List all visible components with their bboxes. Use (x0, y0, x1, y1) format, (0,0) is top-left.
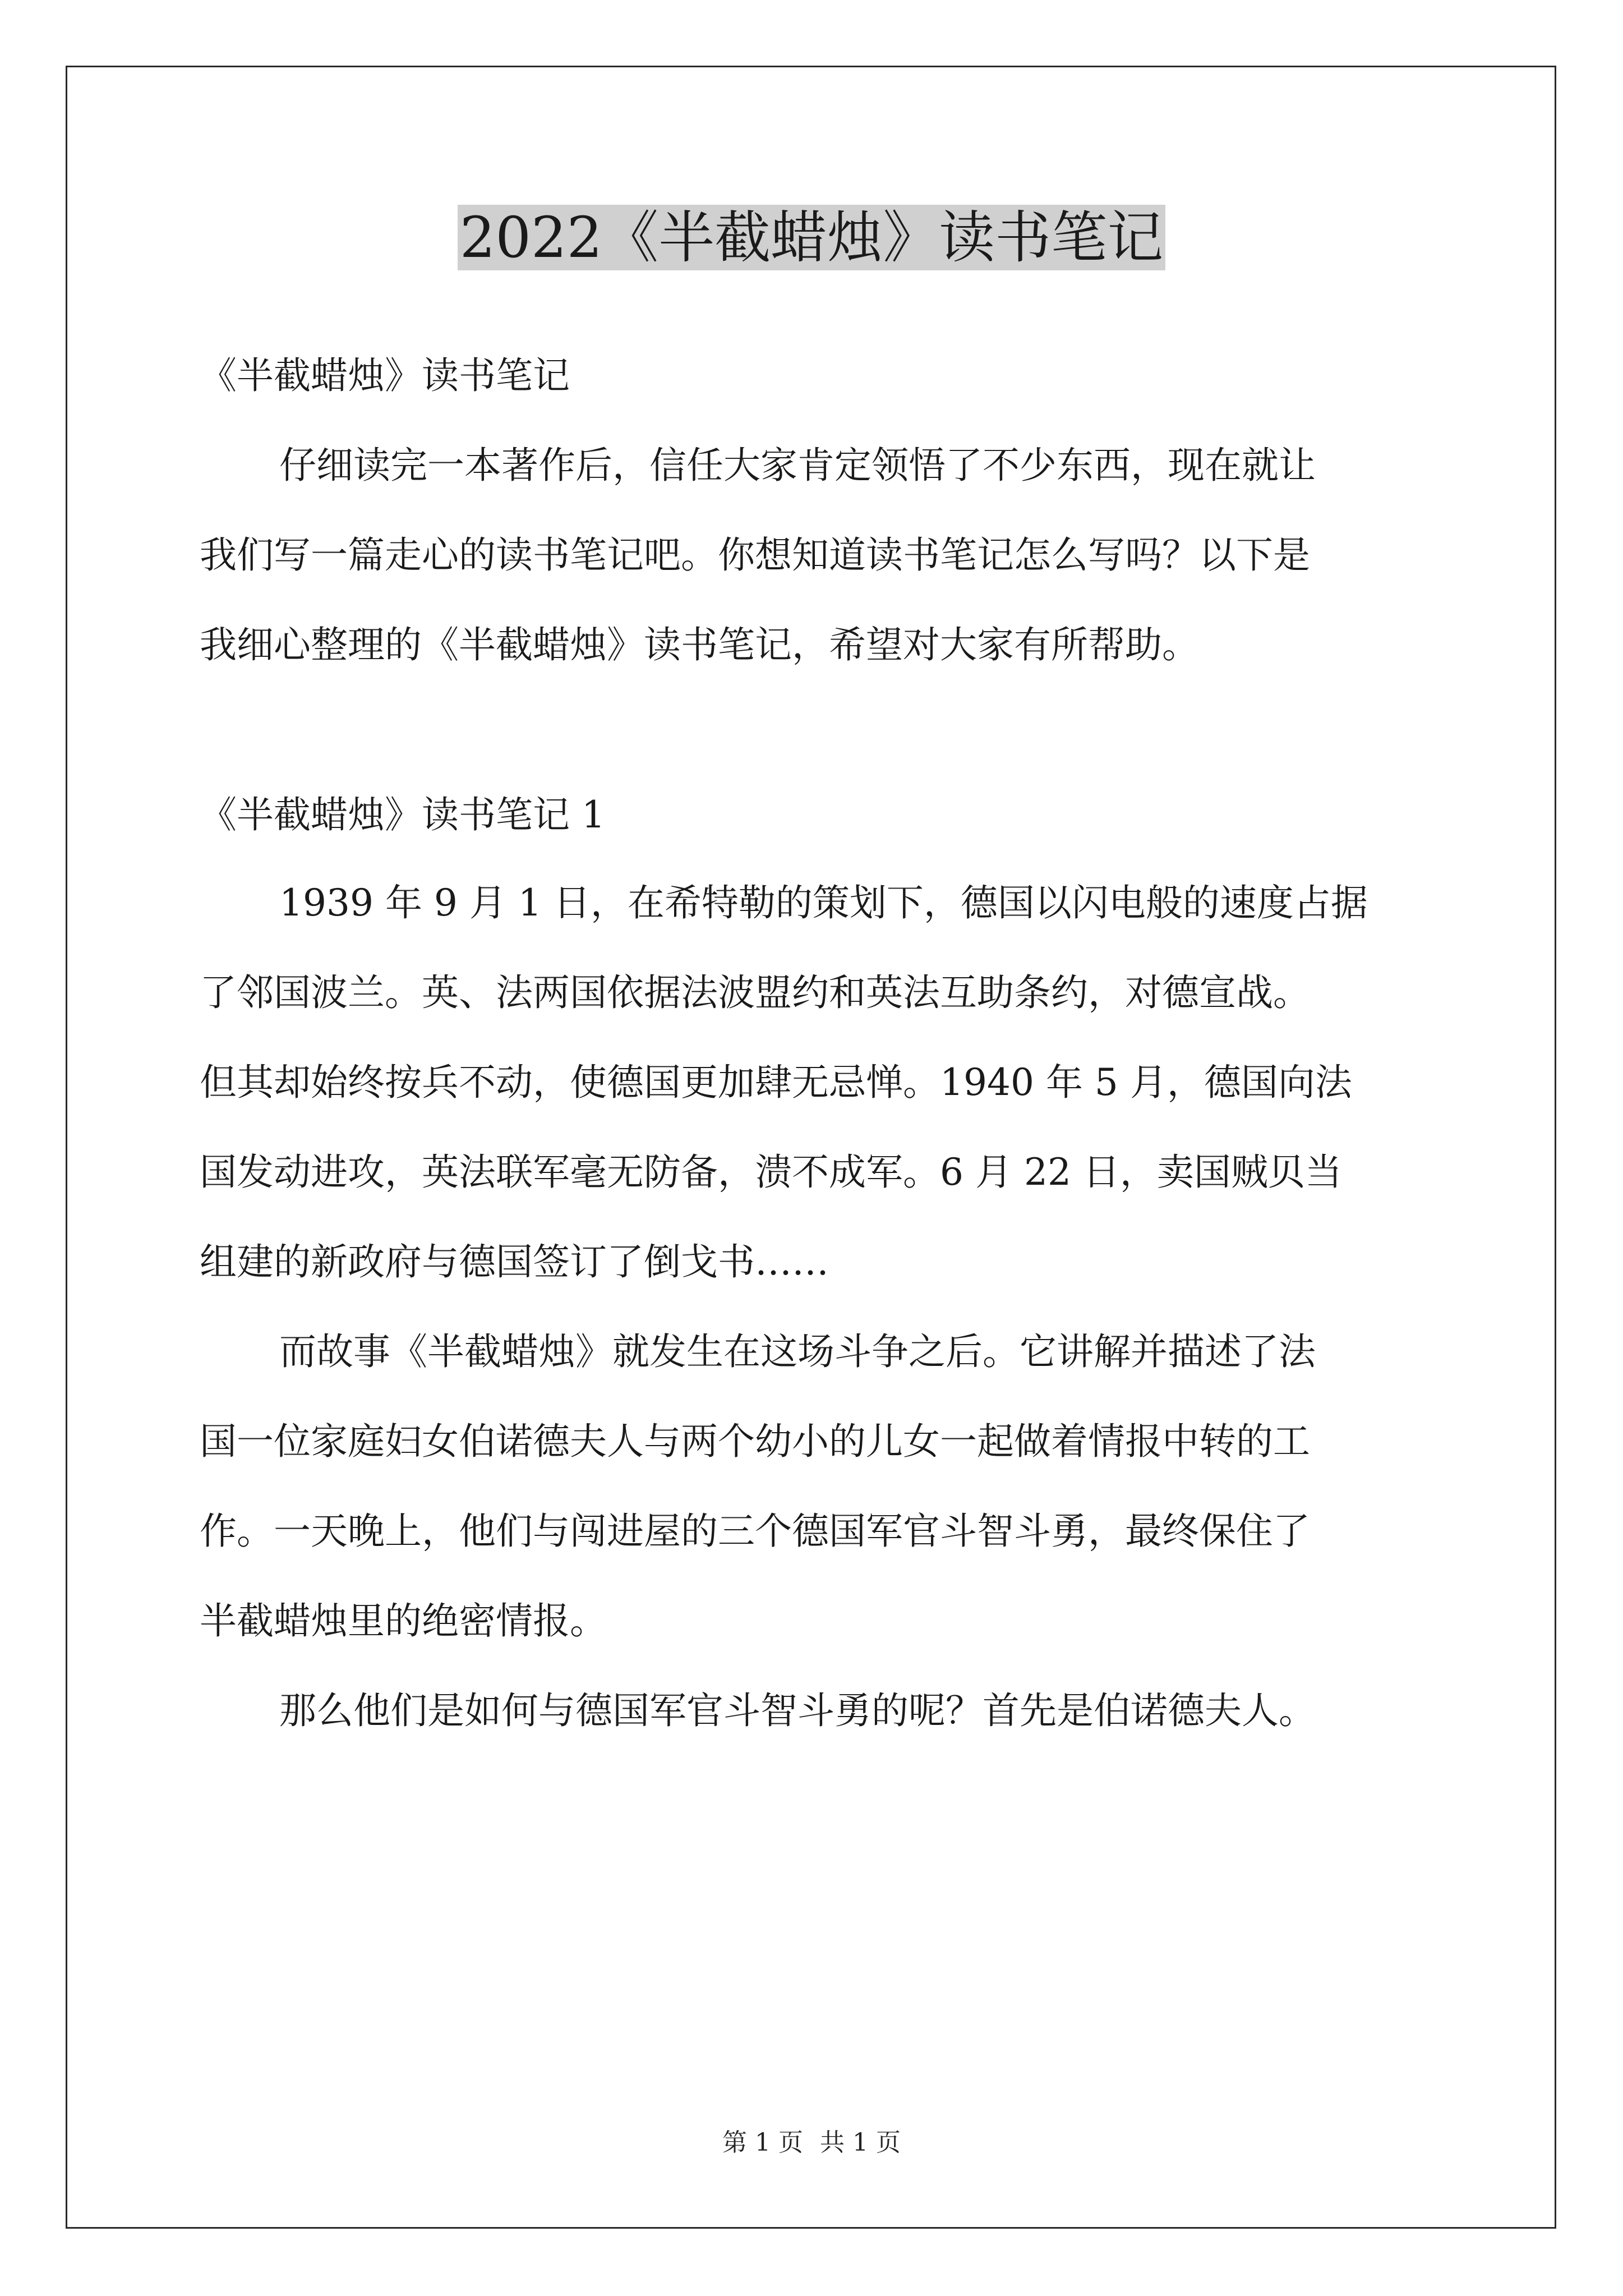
paragraph-line: 仔细读完一本著作后，信任大家肯定领悟了不少东西，现在就让 (279, 444, 1316, 487)
paragraph-line: 我细心整理的《半截蜡烛》读书笔记，希望对大家有所帮助。 (200, 623, 1199, 666)
page-number: 第 1 页 (722, 2128, 803, 2157)
section-heading: 《半截蜡烛》读书笔记 1 (200, 793, 605, 836)
paragraph-line: 了邻国波兰。英、法两国依据法波盟约和英法互助条约，对德宣战。 (200, 971, 1310, 1014)
page-total: 共 1 页 (820, 2128, 901, 2157)
document-title-text: 2022《半截蜡烛》读书笔记 (458, 205, 1166, 270)
paragraph-line: 那么他们是如何与德国军官斗智斗勇的呢？首先是伯诺德夫人。 (279, 1689, 1316, 1732)
paragraph-line: 半截蜡烛里的绝密情报。 (200, 1599, 607, 1642)
page-footer (0, 2126, 1623, 2160)
paragraph-line: 1939 年 9 月 1 日，在希特勒的策划下，德国以闪电般的速度占据 (279, 881, 1368, 924)
document-title (0, 199, 1623, 277)
paragraph-line: 我们写一篇走心的读书笔记吧。你想知道读书笔记怎么写吗？以下是 (200, 533, 1310, 577)
paragraph-line: 但其却始终按兵不动，使德国更加肆无忌惮。1940 年 5 月，德国向法 (200, 1061, 1352, 1104)
paragraph-line: 而故事《半截蜡烛》就发生在这场斗争之后。它讲解并描述了法 (279, 1330, 1316, 1373)
paragraph-line: 组建的新政府与德国签订了倒戈书…… (200, 1240, 829, 1283)
paragraph-line: 国一位家庭妇女伯诺德夫人与两个幼小的儿女一起做着情报中转的工 (200, 1420, 1310, 1463)
subtitle-line: 《半截蜡烛》读书笔记 (200, 354, 570, 397)
paragraph-line: 作。一天晚上，他们与闯进屋的三个德国军官斗智斗勇，最终保住了 (200, 1510, 1310, 1553)
paragraph-line: 国发动进攻，英法联军毫无防备，溃不成军。6 月 22 日，卖国贼贝当 (200, 1151, 1342, 1194)
